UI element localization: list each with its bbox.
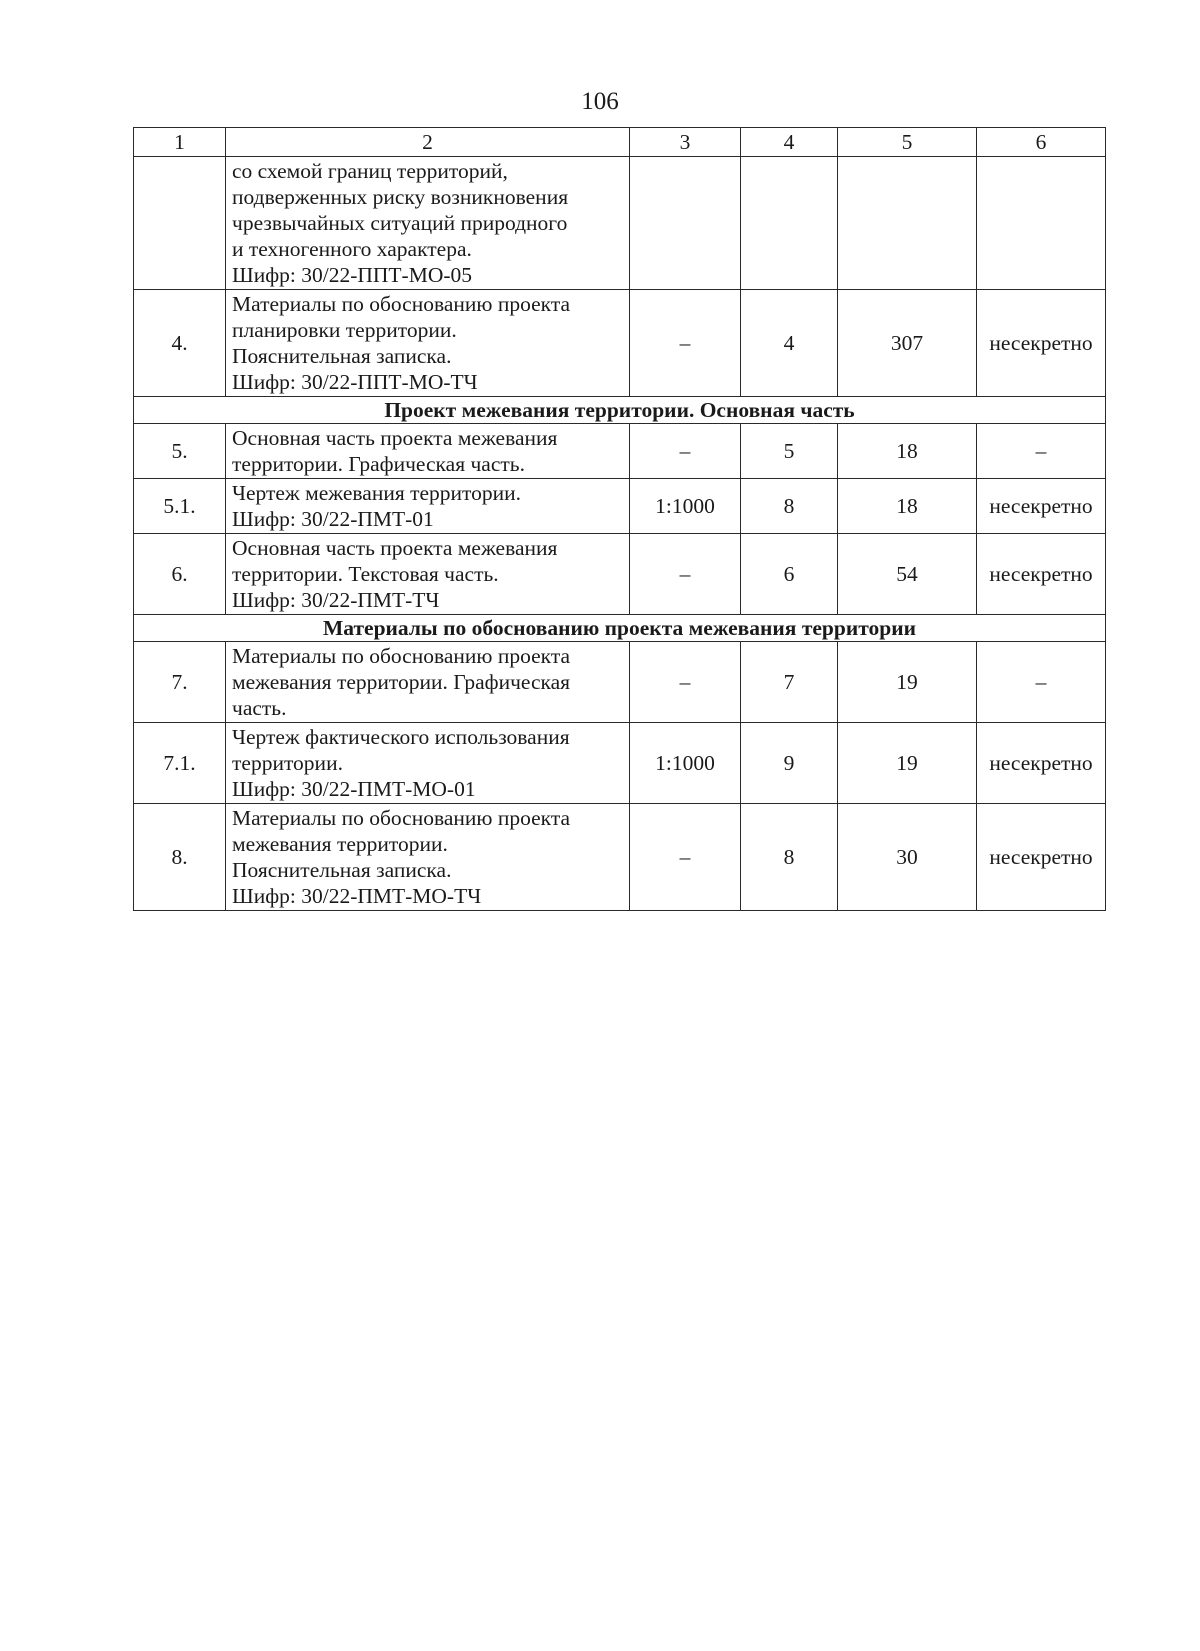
item-name-line: Основная часть проекта межевания	[232, 536, 558, 560]
item-scale: –	[630, 534, 741, 615]
item-name-line: подверженных риску возникновения	[232, 185, 569, 209]
table-row	[134, 290, 1106, 397]
item-sheets: 18	[838, 479, 977, 534]
item-number: 6.	[134, 534, 226, 615]
item-volume: 6	[741, 534, 838, 615]
item-volume	[741, 157, 838, 290]
column-header: 3	[630, 128, 741, 157]
item-secrecy: несекретно	[977, 804, 1106, 911]
item-volume: 7	[741, 642, 838, 723]
item-name-line: Материалы по обоснованию проекта	[232, 644, 571, 668]
item-secrecy	[977, 157, 1106, 290]
item-name-line: Шифр: 30/22-ПМТ-МО-01	[232, 777, 476, 801]
item-name-line: чрезвычайных ситуаций природного	[232, 211, 568, 235]
item-name-line: Шифр: 30/22-ППТ-МО-ТЧ	[232, 370, 478, 394]
item-volume: 4	[741, 290, 838, 397]
item-name-line: территории.	[232, 751, 343, 775]
item-name-line: Материалы по обоснованию проекта	[232, 806, 571, 830]
item-volume: 8	[741, 479, 838, 534]
item-name-line: со схемой границ территорий,	[232, 159, 508, 183]
section-heading-row	[134, 397, 1106, 424]
item-name	[226, 424, 630, 479]
item-sheets	[838, 157, 977, 290]
item-sheets: 54	[838, 534, 977, 615]
item-name-line: межевания территории. Графическая	[232, 670, 571, 694]
item-name	[226, 479, 630, 534]
document-table	[133, 127, 1106, 911]
table-header-row	[134, 128, 1106, 157]
item-name-line: Шифр: 30/22-ПМТ-01	[232, 507, 434, 531]
item-name-line: Чертеж фактического использования	[232, 725, 570, 749]
item-number: 7.	[134, 642, 226, 723]
item-name-line: Пояснительная записка.	[232, 344, 452, 368]
item-name	[226, 723, 630, 804]
item-number: 8.	[134, 804, 226, 911]
table-row	[134, 723, 1106, 804]
item-name	[226, 157, 630, 290]
item-sheets: 19	[838, 723, 977, 804]
item-scale: –	[630, 804, 741, 911]
item-name	[226, 534, 630, 615]
table-body	[134, 128, 1106, 911]
item-name-line: и техногенного характера.	[232, 237, 472, 261]
item-scale: –	[630, 642, 741, 723]
item-number	[134, 157, 226, 290]
table-row	[134, 534, 1106, 615]
item-secrecy: несекретно	[977, 723, 1106, 804]
item-name-line: Шифр: 30/22-ПМТ-МО-ТЧ	[232, 884, 482, 908]
item-secrecy: несекретно	[977, 479, 1106, 534]
item-sheets: 19	[838, 642, 977, 723]
item-scale: –	[630, 290, 741, 397]
item-scale	[630, 157, 741, 290]
item-name-line: территории. Графическая часть.	[232, 452, 525, 476]
item-name-line: Шифр: 30/22-ППТ-МО-05	[232, 263, 473, 287]
item-number: 5.	[134, 424, 226, 479]
table-row	[134, 424, 1106, 479]
table-row	[134, 804, 1106, 911]
section-title: Проект межевания территории. Основная часть	[134, 397, 1106, 424]
column-header: 5	[838, 128, 977, 157]
item-name	[226, 804, 630, 911]
item-number: 7.1.	[134, 723, 226, 804]
item-volume: 8	[741, 804, 838, 911]
page-number: 106	[581, 88, 619, 115]
column-header: 4	[741, 128, 838, 157]
item-name	[226, 642, 630, 723]
item-scale: 1:1000	[630, 723, 741, 804]
item-name-line: планировки территории.	[232, 318, 457, 342]
item-secrecy: несекретно	[977, 534, 1106, 615]
section-heading-row	[134, 615, 1106, 642]
item-name-line: Чертеж межевания территории.	[232, 481, 522, 505]
table-row	[134, 157, 1106, 290]
table-row	[134, 642, 1106, 723]
table-row	[134, 479, 1106, 534]
item-number: 5.1.	[134, 479, 226, 534]
item-name-line: межевания территории.	[232, 832, 448, 856]
item-sheets: 18	[838, 424, 977, 479]
item-name-line: Пояснительная записка.	[232, 858, 452, 882]
item-scale: 1:1000	[630, 479, 741, 534]
item-name-line: Шифр: 30/22-ПМТ-ТЧ	[232, 588, 440, 612]
item-secrecy: –	[977, 424, 1106, 479]
item-sheets: 307	[838, 290, 977, 397]
item-name-line: Основная часть проекта межевания	[232, 426, 558, 450]
item-name-line: Материалы по обоснованию проекта	[232, 292, 571, 316]
item-name	[226, 290, 630, 397]
item-secrecy: несекретно	[977, 290, 1106, 397]
item-volume: 5	[741, 424, 838, 479]
item-scale: –	[630, 424, 741, 479]
item-name-line: территории. Текстовая часть.	[232, 562, 499, 586]
column-header: 1	[134, 128, 226, 157]
column-header: 2	[226, 128, 630, 157]
section-title: Материалы по обоснованию проекта межевания территории	[134, 615, 1106, 642]
item-volume: 9	[741, 723, 838, 804]
item-number: 4.	[134, 290, 226, 397]
item-secrecy: –	[977, 642, 1106, 723]
item-sheets: 30	[838, 804, 977, 911]
item-name-line: часть.	[232, 696, 287, 720]
column-header: 6	[977, 128, 1106, 157]
